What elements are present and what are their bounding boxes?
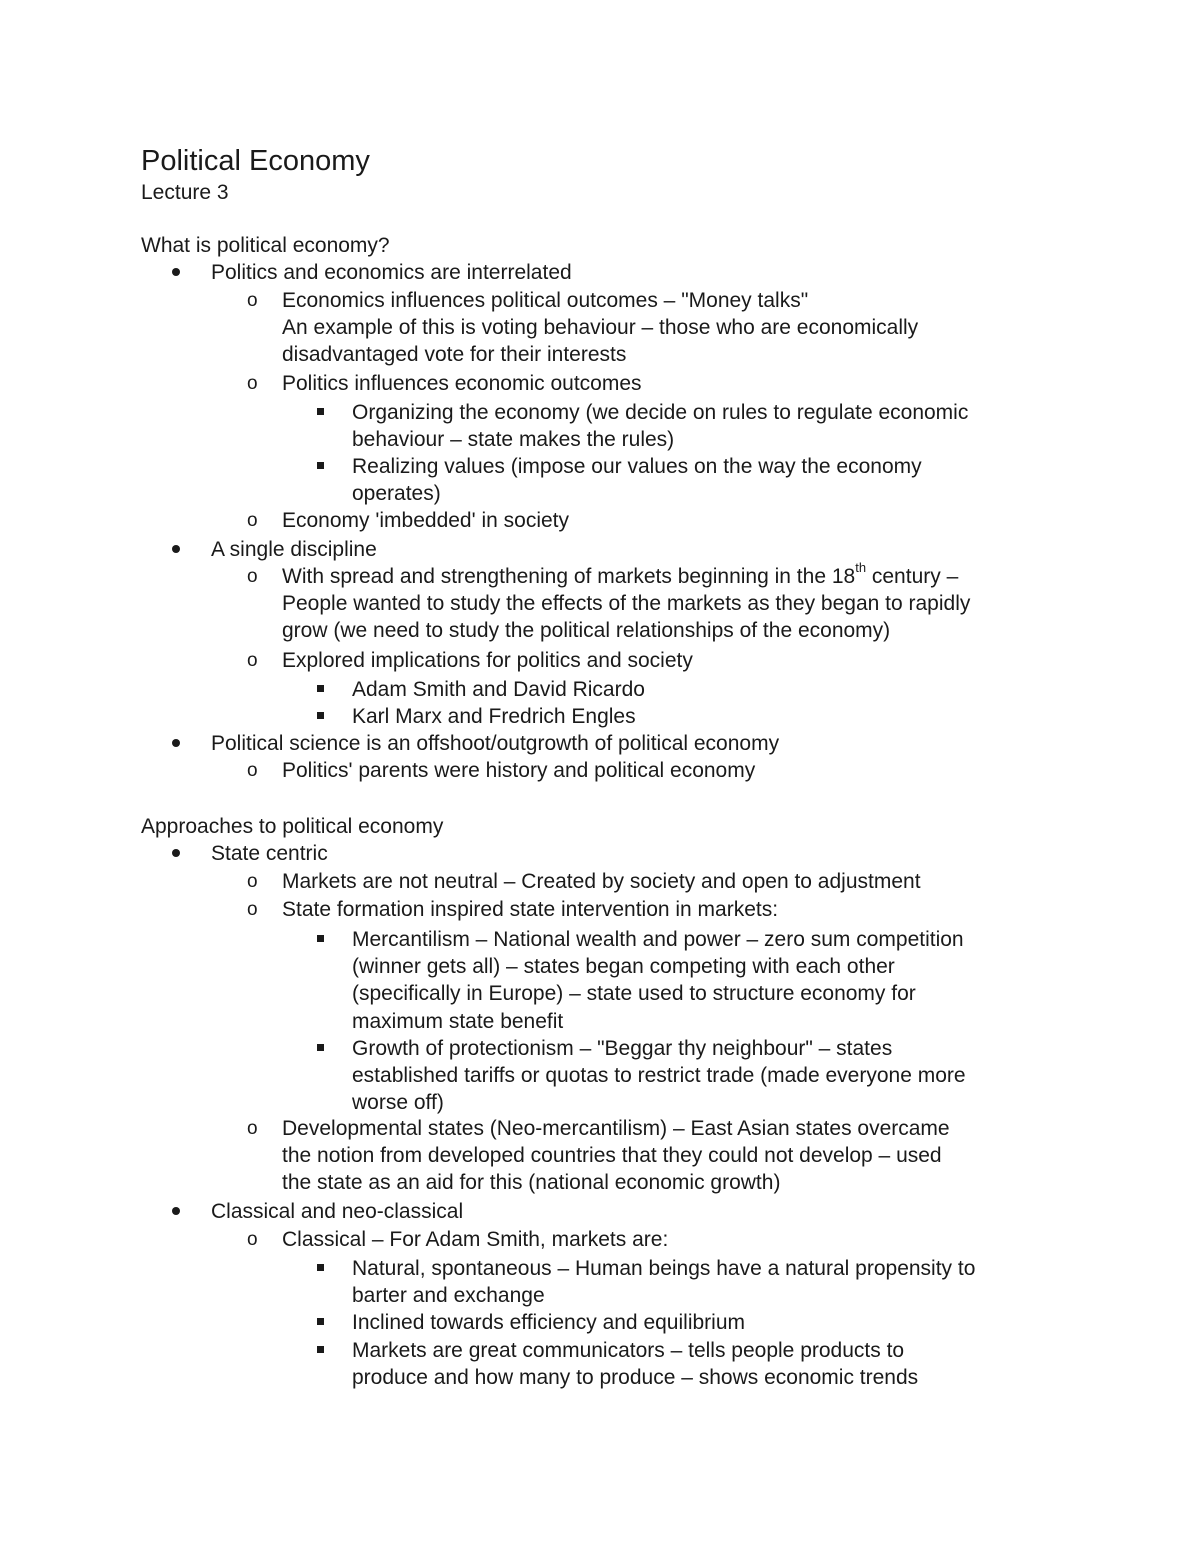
bullet-level1: [172, 536, 180, 563]
list-item: Political science is an offshoot/outgrowth of political economy: [211, 732, 780, 755]
list-item: Inclined towards efficiency and equilibrium: [352, 1311, 745, 1334]
document-title: Political Economy: [141, 145, 370, 177]
list-item: Classical and neo-classical: [211, 1200, 464, 1223]
bullet-level2: o: [247, 650, 258, 671]
list-item: State centric: [211, 842, 328, 865]
bullet-level3: [317, 399, 324, 426]
bullet-level2: o: [247, 566, 258, 587]
list-item: Adam Smith and David Ricardo: [352, 678, 645, 701]
list-item: State formation inspired state intervention in markets:: [282, 898, 779, 921]
list-item: Realizing values (impose our values on the way the economy operates): [352, 455, 922, 506]
list-item: Developmental states (Neo-mercantilism) – East Asian states overcame the notion from developed countries that they could not develop – used the state as an aid for this (national economic growth): [282, 1117, 950, 1195]
bullet-level3: [317, 453, 324, 480]
bullet-level3: [317, 703, 324, 730]
bullet-level2: o: [247, 373, 258, 394]
bullet-level2: o: [247, 899, 258, 920]
section-heading-what-is: What is political economy?: [141, 234, 390, 257]
bullet-level2: o: [247, 290, 258, 311]
list-item: Politics' parents were history and political economy: [282, 759, 756, 782]
bullet-level2: o: [247, 760, 258, 781]
list-item: Markets are not neutral – Created by society and open to adjustment: [282, 870, 921, 893]
list-item: Organizing the economy (we decide on rules to regulate economic behaviour – state makes the rules): [352, 401, 969, 452]
bullet-level3: [317, 1337, 324, 1364]
list-item: Economy 'imbedded' in society: [282, 509, 569, 532]
bullet-level2: o: [247, 510, 258, 531]
list-item: Politics and economics are interrelated: [211, 261, 572, 284]
bullet-level2: o: [247, 1229, 258, 1250]
bullet-level3: [317, 926, 324, 953]
list-item: With spread and strengthening of markets beginning in the 18th century – People wanted to study the effects of the markets as they began to rapidly grow (we need to study the political relationships of the economy): [282, 560, 971, 643]
list-item: Natural, spontaneous – Human beings have a natural propensity to barter and exchange: [352, 1257, 976, 1308]
list-item: Mercantilism – National wealth and power – zero sum competition (winner gets all) – states began competing with each other (specifically in Europe) – state used to structure economy for maximum state benefit: [352, 928, 964, 1033]
bullet-level1: [172, 1198, 180, 1225]
bullet-level1: [172, 259, 180, 286]
section-heading-approaches: Approaches to political economy: [141, 815, 444, 838]
bullet-level3: [317, 676, 324, 703]
bullet-level1: [172, 730, 180, 757]
list-item: Growth of protectionism – "Beggar thy neighbour" – states established tariffs or quotas to restrict trade (made everyone more worse off): [352, 1037, 966, 1115]
list-item: A single discipline: [211, 538, 377, 561]
list-item: Classical – For Adam Smith, markets are:: [282, 1228, 669, 1251]
bullet-level3: [317, 1309, 324, 1336]
list-item: Karl Marx and Fredrich Engles: [352, 705, 636, 728]
bullet-level1: [172, 840, 180, 867]
bullet-level2: o: [247, 871, 258, 892]
bullet-level3: [317, 1035, 324, 1062]
list-item: Explored implications for politics and society: [282, 649, 693, 672]
list-item: Economics influences political outcomes – "Money talks" An example of this is voting behaviour – those who are economically disadvantaged vote for their interests: [282, 289, 919, 367]
document-subtitle: Lecture 3: [141, 181, 229, 204]
bullet-level2: o: [247, 1118, 258, 1139]
list-item: Markets are great communicators – tells people products to produce and how many to produce – shows economic trends: [352, 1339, 919, 1390]
bullet-level3: [317, 1255, 324, 1282]
list-item: Politics influences economic outcomes: [282, 372, 642, 395]
